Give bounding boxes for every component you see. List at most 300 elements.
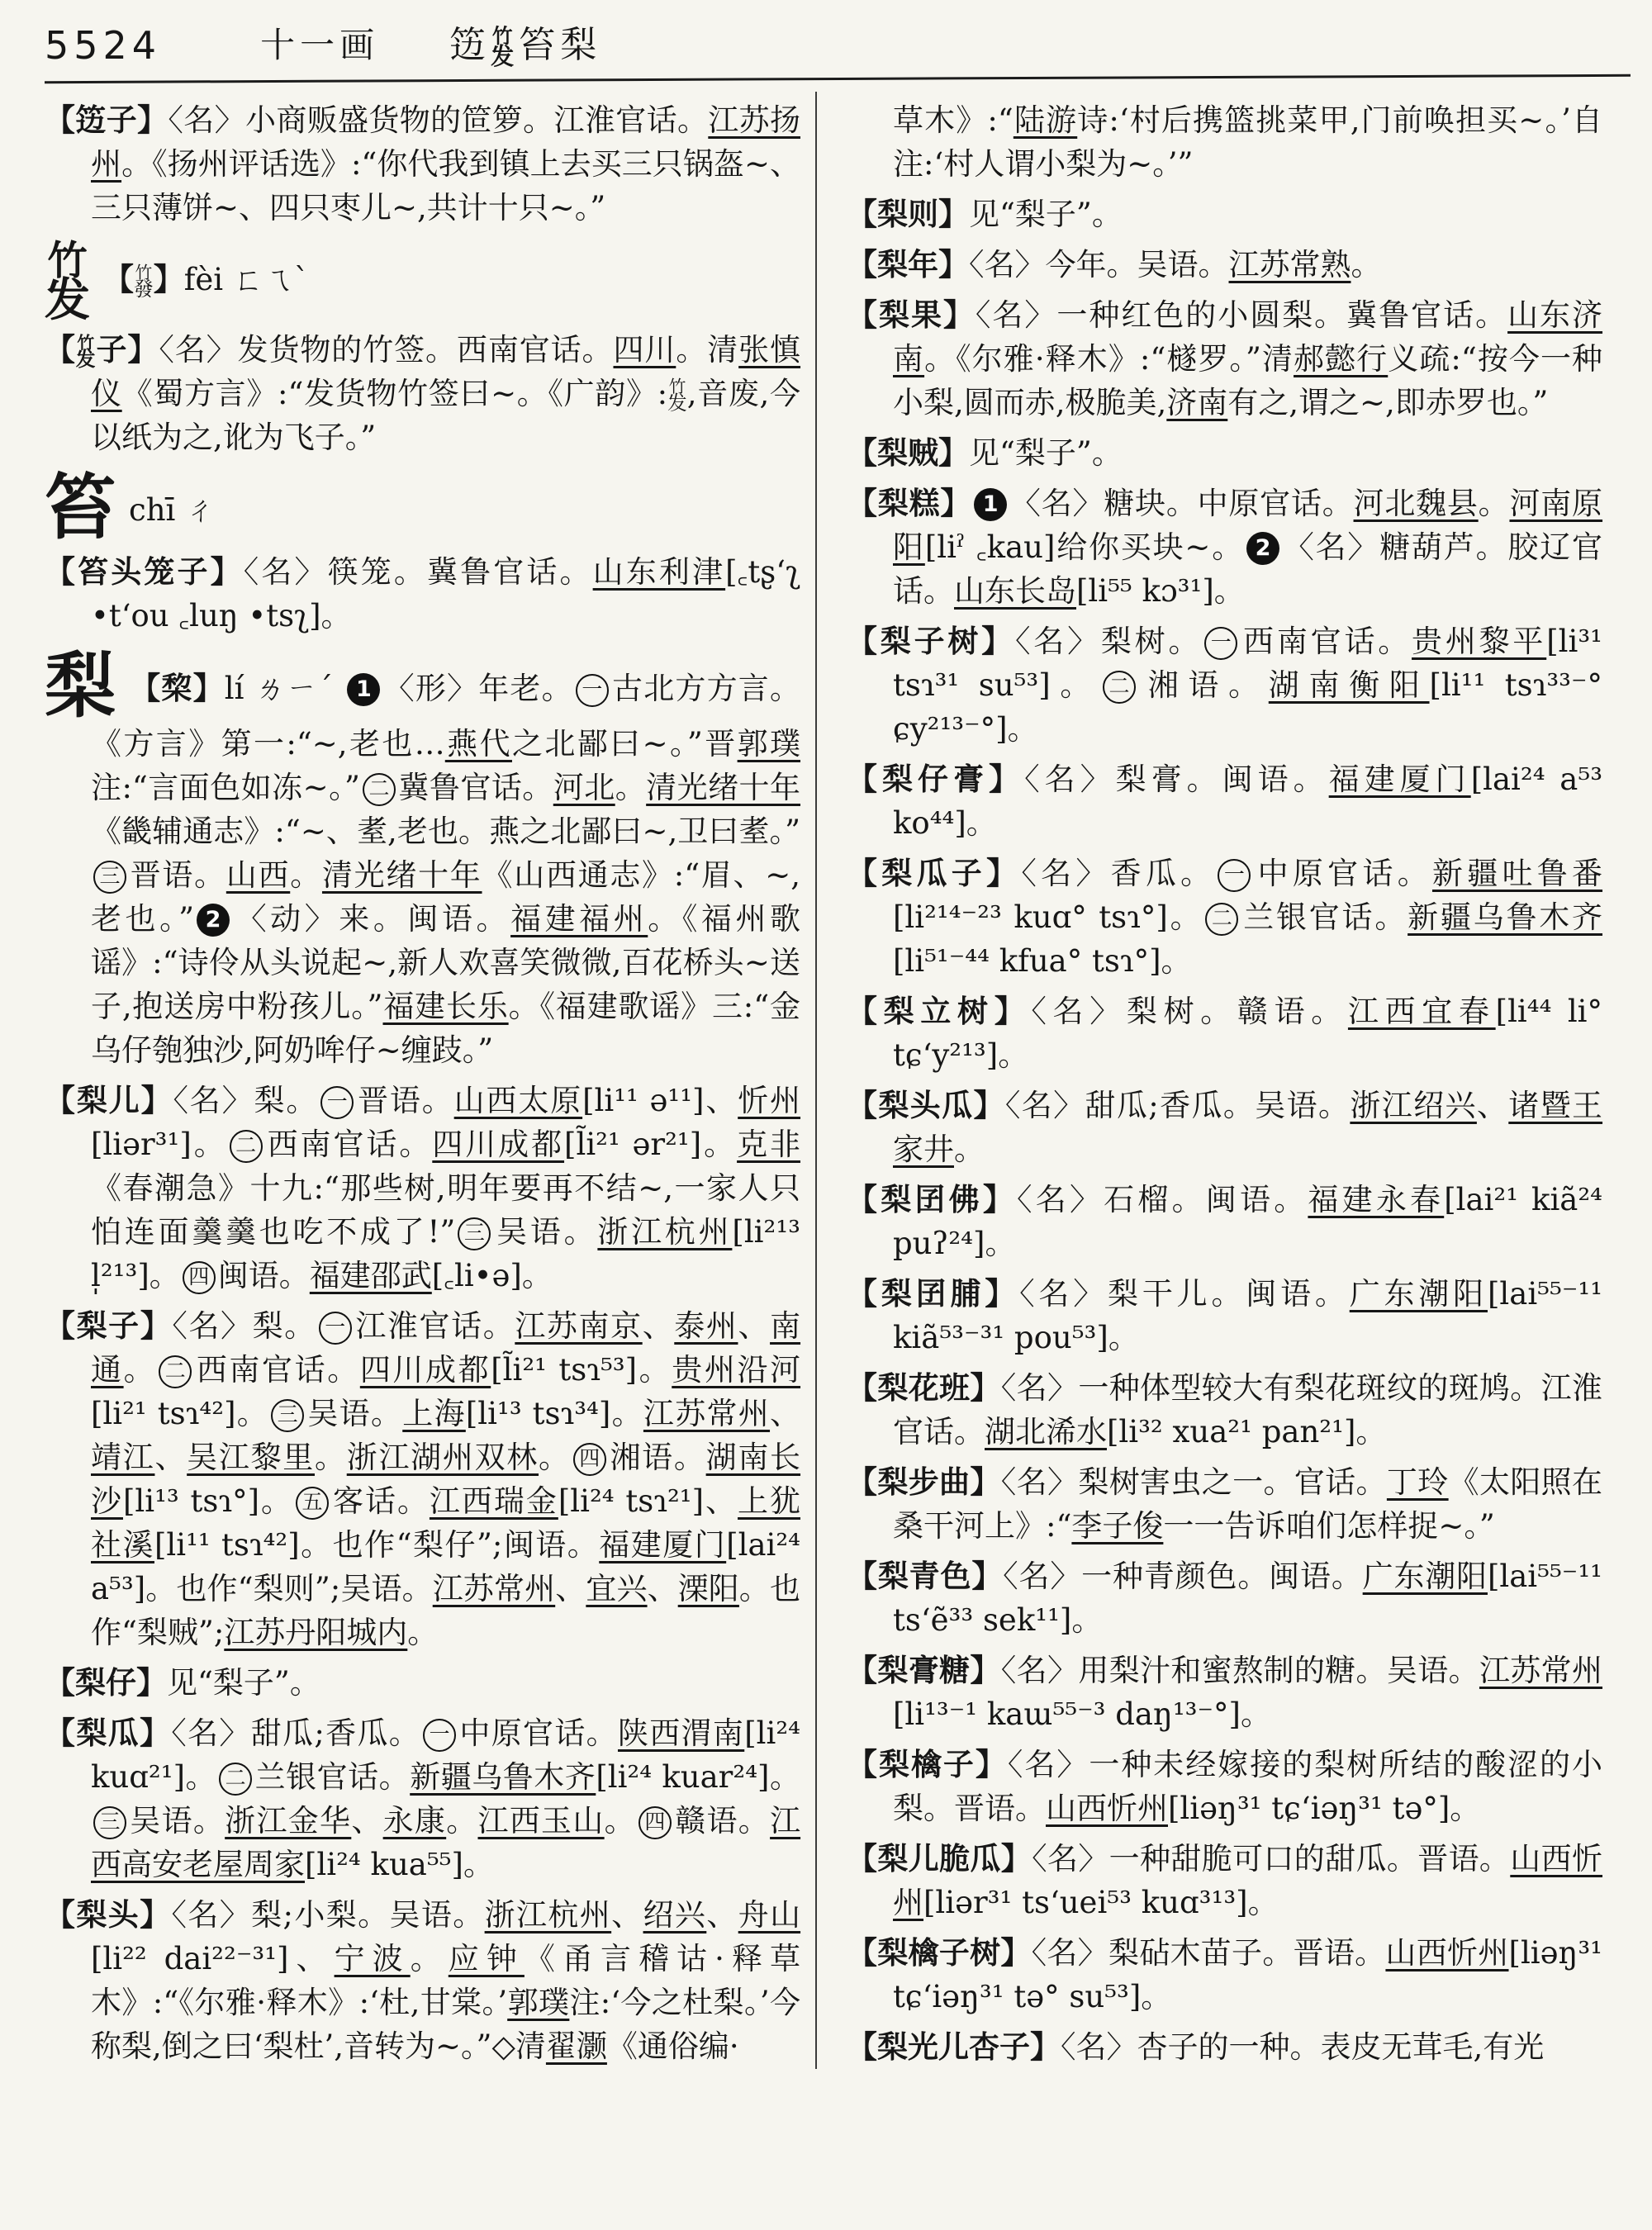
underlined-proper-noun: 河北魏县 — [1353, 486, 1479, 521]
entry-text: 《太阳照在桑干河上》:“ — [893, 1464, 1603, 1544]
entry-text: 〈动〉来。闽语。 — [232, 900, 511, 937]
dict-entry — [847, 619, 1602, 751]
entry-text: fèi ㄈㄟˋ — [183, 261, 310, 297]
entry-text: 、 — [647, 1570, 678, 1606]
underlined-proper-noun: 江西宜春 — [1347, 994, 1496, 1029]
underlined-proper-noun: 江苏扬州 — [91, 102, 801, 182]
dict-entry — [847, 1931, 1602, 2019]
entry-text: chī ㄔ — [129, 491, 216, 528]
entry-text: [li²¹⁴⁻²³ kuɑ° tsɿ°]。 — [893, 899, 1203, 935]
sub-sense-number-badge: 二 — [159, 1355, 192, 1388]
big-headword-character: 笞 — [45, 465, 116, 549]
dict-entry — [847, 1649, 1602, 1736]
underlined-proper-noun: 张慎仪 — [91, 331, 801, 411]
entry-headword: 【梨仔】 — [45, 1663, 167, 1701]
text-columns — [45, 92, 1631, 2069]
sub-sense-number-badge: 二 — [230, 1130, 263, 1163]
stacked-rare-character: 竹 发 — [75, 333, 96, 372]
header-char: 梨 — [560, 24, 597, 66]
underlined-proper-noun: 山东利津 — [592, 553, 726, 590]
underlined-proper-noun: 山西忻州 — [1385, 1935, 1509, 1971]
stacked-rare-character: 竹 发 — [667, 377, 687, 415]
underlined-proper-noun: 清光绪十年 — [321, 856, 482, 893]
page-number: 5524 — [45, 23, 162, 68]
entry-text: 〈名〉一种甜脆可口的甜瓜。晋语。 — [1032, 1841, 1511, 1877]
entry-text: 〈名〉梨树。赣语。 — [1031, 994, 1348, 1029]
entry-text: 见“梨子”。 — [969, 435, 1123, 471]
entry-text: [l̃i²¹ tsɿ⁵³]。 — [491, 1351, 672, 1388]
sub-sense-number-badge: 四 — [638, 1806, 672, 1839]
underlined-proper-noun: 忻州 — [738, 1082, 801, 1118]
underlined-proper-noun: 四川成都 — [359, 1351, 491, 1388]
underlined-proper-noun: 江西瑞金 — [429, 1483, 558, 1519]
entry-text: 、 — [611, 1896, 643, 1933]
underlined-proper-noun: 翟灏 — [545, 2028, 607, 2064]
underlined-proper-noun: 山东长岛 — [954, 573, 1076, 609]
entry-text: [lai⁵⁵⁻¹¹ kiã⁵³⁻³¹ pou⁵³]。 — [893, 1276, 1603, 1355]
entry-headword: 【梨囝脯】 — [847, 1275, 1020, 1312]
underlined-proper-noun: 浙江金华 — [225, 1802, 352, 1839]
entry-headword: 【梨花班】 — [847, 1369, 1001, 1406]
entry-text: 。 — [446, 1802, 478, 1839]
sub-sense-number-badge: 一 — [319, 1312, 352, 1345]
entry-text: 古北方方言。《方言》第一:“~,老也… — [91, 670, 800, 762]
underlined-proper-noun: 福建厦门 — [1328, 762, 1471, 797]
entry-headword: 【笞头笼子】 — [45, 553, 244, 590]
entry-text: 〈名〉香瓜。 — [1021, 856, 1216, 891]
underlined-proper-noun: 溧阳 — [677, 1570, 739, 1606]
entry-headword: 【梨儿】 — [45, 1081, 173, 1118]
entry-headword: 【梨青色】 — [847, 1558, 1004, 1594]
entry-text: [li³² xua²¹ pan²¹]。 — [1107, 1414, 1387, 1450]
dict-entry — [847, 1178, 1602, 1265]
entry-headword: 【梨光儿杏子】 — [847, 2028, 1061, 2065]
entry-text: 。 — [539, 1439, 571, 1475]
sub-sense-number-badge: 三 — [458, 1217, 491, 1250]
entry-text: [lai²⁴ a⁵³ ko⁴⁴]。 — [893, 762, 1603, 841]
underlined-proper-noun: 新疆吐鲁番 — [1431, 856, 1603, 891]
entry-headword: 【梨子树】 — [847, 623, 1015, 659]
entry-text: 〈名〉甜瓜;香瓜。 — [171, 1715, 421, 1751]
dict-entry — [847, 1084, 1602, 1171]
underlined-proper-noun: 丁玲 — [1386, 1464, 1449, 1500]
entry-text: 。 — [604, 1802, 636, 1839]
entry-headword: 【梨立树】 — [847, 993, 1032, 1029]
entry-headword: 【梨步曲】 — [847, 1464, 1001, 1500]
sub-sense-number-badge: 二 — [363, 773, 396, 806]
entry-text: 〈形〉年老。 — [382, 670, 573, 706]
dict-entry — [45, 98, 800, 230]
entry-text: 〈名〉糖块。中原官话。 — [1009, 486, 1354, 521]
entry-headword: 【笾子】 — [45, 102, 169, 138]
underlined-proper-noun: 福建长乐 — [382, 988, 509, 1024]
underlined-proper-noun: 河南原阳 — [893, 486, 1603, 565]
dict-entry — [847, 2025, 1602, 2069]
underlined-proper-noun: 湖南衡阳 — [1268, 667, 1430, 703]
entry-text: 〈名〉一种红色的小圆梨。冀鲁官话。 — [975, 297, 1508, 333]
entry-text: 〈名〉发货物的竹签。西南官话。 — [159, 331, 614, 368]
dict-entry — [847, 1743, 1602, 1830]
underlined-proper-noun: 李子俊 — [1071, 1508, 1164, 1544]
entry-headword: 【梨头瓜】 — [847, 1087, 1005, 1123]
entry-text: 《春潮急》十九:“那些树,明年要再不结~,一家人只怕连面羹羹也吃不成了!” — [91, 1170, 800, 1250]
entry-text: 《蜀方言》:“发货物竹签曰~。《广韵》: — [121, 375, 668, 411]
entry-text: 〈名〉一种青颜色。闽语。 — [1003, 1559, 1363, 1594]
underlined-proper-noun: 福建厦门 — [599, 1526, 727, 1563]
entry-text: 注:‘今之杜梨。’今称梨,倒之曰‘梨杜’,音转为~。”◇清 — [91, 1984, 800, 2064]
sub-sense-number-badge: 一 — [320, 1086, 354, 1119]
entry-text: 〈名〉梨树害虫之一。官话。 — [1000, 1464, 1387, 1500]
dict-entry — [847, 482, 1602, 613]
header-char: 笞 — [519, 24, 556, 66]
entry-text: 〈名〉今年。吴语。 — [969, 247, 1229, 282]
entry-text: [lai²¹ kiã²⁴ puʔ²⁴]。 — [893, 1182, 1603, 1261]
underlined-proper-noun: 福建福州 — [510, 900, 648, 937]
sub-sense-number-badge: 三 — [271, 1399, 304, 1432]
header-char: 笾 — [449, 24, 487, 66]
underlined-proper-noun: 济南 — [1166, 385, 1228, 420]
underlined-proper-noun: 广东潮阳 — [1349, 1276, 1488, 1312]
entry-text: [liəŋ³¹ tɕʻiəŋ³¹ tə°]。 — [1168, 1791, 1481, 1826]
entry-text: 。 — [410, 1940, 449, 1976]
entry-headword: 【梨仔膏】 — [847, 761, 1025, 797]
sub-sense-number-badge: 三 — [93, 1806, 126, 1839]
underlined-proper-noun: 郭璞 — [737, 725, 801, 762]
entry-text: 《畿辅通志》:“~、耊,老也。燕之北鄙曰~,卫曰耊。” — [91, 813, 800, 849]
dict-entry — [847, 1837, 1602, 1924]
sub-sense-number-badge: 一 — [1204, 627, 1237, 660]
underlined-proper-noun: 永康 — [382, 1802, 447, 1839]
entry-text: 注:“言面色如冻~。” — [91, 769, 360, 805]
underlined-proper-noun: 浙江湖州双林 — [346, 1439, 539, 1475]
entry-text: [li¹¹ tsɿ⁴²]。也作“梨仔”;闽语。 — [154, 1526, 600, 1563]
entry-text: [liəŋ³¹ tɕʻiəŋ³¹ tə° su⁵³]。 — [893, 1935, 1603, 2014]
entry-text: 西南官话。 — [264, 1126, 433, 1162]
entry-headword: 【梨儿脆瓜】 — [847, 1840, 1032, 1877]
underlined-proper-noun: 南通 — [91, 1307, 801, 1388]
underlined-proper-noun: 浙江绍兴 — [1350, 1088, 1477, 1123]
entry-text: [li¹¹ ə¹¹]、 — [582, 1082, 738, 1118]
underlined-proper-noun: 湖北浠水 — [985, 1414, 1107, 1450]
entry-text: 中原官话。 — [1253, 856, 1432, 891]
underlined-proper-noun: 江苏常州 — [432, 1570, 556, 1606]
entry-text: 一一告诉咱们怎样捉~。” — [1163, 1508, 1495, 1544]
entry-headword: 【梨檎子树】 — [847, 1934, 1032, 1971]
entry-text: 《甬言稽诂·释草木》:“《尔雅·释木》:‘杜,甘棠。’ — [91, 1940, 801, 2020]
underlined-proper-noun: 新疆乌鲁木齐 — [410, 1758, 596, 1795]
entry-text: [li²⁴ tsɿ²¹]、 — [558, 1483, 738, 1519]
underlined-proper-noun: 舟山 — [738, 1896, 801, 1933]
entry-text: [li¹³⁻¹ kaɯ⁵⁵⁻³ daŋ¹³⁻°]。 — [893, 1696, 1271, 1732]
dict-entry — [847, 989, 1602, 1077]
entry-headword: 【梨瓜】 — [45, 1714, 172, 1751]
entry-text: 见“梨子”。 — [167, 1664, 320, 1701]
entry-text: [li⁵¹⁻⁴⁴ kfua° tsɿ°]。 — [893, 943, 1192, 979]
entry-text: 江淮官话。 — [354, 1307, 515, 1344]
entry-headword: 【梨果】 — [847, 297, 976, 333]
entry-headword: 【梨膏糖】 — [847, 1652, 1001, 1688]
entry-text: [lai²⁴ a⁵³]。也作“梨则”;吴语。 — [91, 1526, 801, 1606]
sub-sense-number-badge: 三 — [93, 861, 126, 894]
entry-text: 。 — [407, 1614, 439, 1650]
entry-text: [li¹³ tsɿ³⁴]。 — [465, 1395, 643, 1431]
dict-entry — [847, 852, 1602, 983]
entry-headword: 子】 — [95, 330, 159, 368]
entry-text: ,音废,今以纸为之,讹为飞子。” — [91, 375, 800, 455]
entry-headword: 【梨檎子】 — [847, 1746, 1008, 1782]
entry-text: 赣语。 — [673, 1802, 771, 1839]
big-headword-character: 梨 — [45, 643, 116, 728]
entry-headword: 【梨则】 — [847, 196, 969, 232]
entry-text: 。 — [1351, 247, 1382, 282]
entry-headword: 【梨子】 — [45, 1307, 173, 1344]
underlined-proper-noun: 山西太原 — [453, 1082, 583, 1118]
entry-text: [liər³¹ tsʻuei⁵³ kuɑ³¹³]。 — [923, 1885, 1279, 1920]
underlined-proper-noun: 山东济南 — [893, 297, 1603, 377]
header-headword-chars — [449, 15, 597, 71]
entry-text: [li²¹³ l̩²¹³]。 — [91, 1213, 801, 1293]
entry-text: 〈名〉梨砧木苗子。晋语。 — [1031, 1935, 1386, 1971]
underlined-proper-noun: 四川 — [613, 331, 676, 368]
entry-text: 。《扬州评话选》:“你代我到镇上去买三只锅盔~、三只薄饼~、四只枣儿~,共计十只~。” — [91, 146, 801, 225]
entry-text: 草木》:“ — [893, 102, 1014, 138]
underlined-proper-noun: 泰州 — [674, 1307, 738, 1344]
sense-number-badge: 1 — [974, 488, 1007, 521]
entry-text: 、 — [1476, 1088, 1509, 1123]
underlined-proper-noun: 河北 — [553, 769, 615, 805]
sub-sense-number-badge: 二 — [1103, 671, 1136, 704]
underlined-proper-noun: 陕西渭南 — [617, 1715, 745, 1751]
entry-text: [liˀ ꜀kau]给你买块~。 — [924, 529, 1245, 565]
entry-text: 吴语。 — [306, 1395, 403, 1431]
entry-text: 。也作“梨贼”; — [91, 1570, 801, 1650]
entry-text: 〈名〉梨膏。闽语。 — [1024, 762, 1329, 797]
dict-entry — [847, 1272, 1602, 1359]
underlined-proper-noun: 上犹社溪 — [91, 1483, 801, 1563]
underlined-proper-noun: 郝懿行 — [1294, 341, 1389, 377]
entry-text: 〈名〉一种体型较大有梨花斑纹的斑鸠。江淮官话。 — [893, 1370, 1603, 1450]
entry-text: 冀鲁官话。 — [397, 769, 553, 805]
entry-text: 〈名〉糖葫芦。胶辽官话。 — [893, 529, 1603, 609]
dict-entry — [45, 1304, 800, 1654]
underlined-proper-noun: 新疆乌鲁木齐 — [1408, 899, 1603, 935]
underlined-proper-noun: 贵州沿河 — [672, 1351, 801, 1388]
underlined-proper-noun: 山西 — [225, 856, 291, 893]
sub-sense-number-badge: 四 — [573, 1443, 606, 1476]
entry-text: 晋语。 — [356, 1082, 454, 1118]
entry-headword: 【梨瓜子】 — [847, 855, 1022, 891]
header-char: 竹 发 — [491, 24, 515, 71]
entry-text: 〈名〉梨干儿。闽语。 — [1019, 1276, 1350, 1312]
entry-headword: 【棃】 — [129, 669, 225, 706]
underlined-proper-noun: 浙江杭州 — [484, 1896, 612, 1933]
underlined-proper-noun: 广东潮阳 — [1362, 1559, 1488, 1594]
entry-text: 、 — [706, 1896, 738, 1933]
entry-text: 、 — [555, 1570, 586, 1606]
entry-text: 〈名〉石榴。闽语。 — [1017, 1182, 1308, 1217]
dict-entry — [847, 431, 1602, 475]
character-section-head — [45, 643, 801, 1072]
entry-text: 、 — [770, 1395, 801, 1431]
underlined-proper-noun: 宜兴 — [586, 1570, 648, 1606]
entry-headword: 【梨囝佛】 — [847, 1181, 1018, 1217]
entry-text: 〈名〉用梨汁和蜜熬制的糖。吴语。 — [1000, 1653, 1479, 1688]
entry-text: 。《福州歌谣》:“诗伶从头说起~,新人欢喜笑微微,百花桥头~送子,抱送房中粉孩儿。” — [91, 900, 801, 1024]
underlined-proper-noun: 宁波 — [334, 1940, 411, 1976]
underlined-proper-noun: 江苏常州 — [1479, 1653, 1603, 1688]
sub-sense-number-badge: 一 — [576, 674, 609, 707]
entry-text: 西南官话。 — [1240, 624, 1412, 659]
underlined-proper-noun: 福建永春 — [1308, 1182, 1445, 1217]
entry-text: 〈名〉小商贩盛货物的笸箩。江淮官话。 — [168, 102, 709, 138]
left-column — [45, 92, 800, 2068]
entry-text: lí ㄌㄧˊ — [224, 670, 345, 706]
entry-text: [li³¹ tsɿ³¹ su⁵³]。 — [893, 624, 1603, 703]
entry-text: 湘语。 — [608, 1439, 706, 1475]
entry-text: 吴语。 — [493, 1213, 598, 1250]
dict-entry — [45, 1711, 800, 1886]
dict-entry — [45, 328, 800, 459]
sub-sense-number-badge: 一 — [1218, 859, 1251, 892]
underlined-proper-noun: 绍兴 — [643, 1896, 707, 1933]
dict-entry — [45, 1893, 800, 2068]
entry-text: [li²² dai²²⁻³¹]、 — [91, 1940, 335, 1976]
entry-text: 兰银官话。 — [254, 1758, 411, 1795]
entry-text: 〈名〉梨;小梨。吴语。 — [171, 1896, 485, 1933]
entry-text: 吴语。 — [129, 1802, 225, 1839]
sub-sense-number-badge: 二 — [219, 1763, 252, 1796]
entry-text: [li²⁴ kua⁵⁵]。 — [305, 1846, 494, 1882]
entry-text: 〈名〉甜瓜;香瓜。吴语。 — [1004, 1088, 1351, 1123]
sub-sense-number-badge: 二 — [1205, 903, 1238, 936]
underlined-proper-noun: 清光绪十年 — [646, 769, 801, 805]
entry-text: 。 — [1478, 486, 1510, 521]
entry-text: [li²⁴ kuar²⁴]。 — [596, 1758, 800, 1795]
entry-text: 。《尔雅·释木》:“檖罗。”清 — [924, 341, 1294, 377]
entry-text: 之北鄙曰~。”晋 — [511, 725, 738, 762]
entry-headword: 】 — [153, 260, 184, 297]
entry-text: 〈名〉梨。 — [172, 1307, 316, 1344]
underlined-proper-noun: 四川成都 — [432, 1126, 565, 1162]
entry-headword: 【梨年】 — [847, 246, 969, 282]
entry-headword: 【梨头】 — [45, 1896, 172, 1933]
entry-text: 晋语。 — [129, 856, 226, 893]
underlined-proper-noun: 陆游 — [1013, 102, 1078, 138]
entry-text: [li²⁴ kuɑ²¹]。 — [91, 1715, 801, 1795]
entry-text: 中原官话。 — [458, 1715, 618, 1751]
sense-number-badge: 2 — [1246, 532, 1279, 565]
entry-headword: 【梨糕】 — [847, 485, 972, 521]
entry-text: 〈名〉筷笼。冀鲁官话。 — [243, 553, 593, 590]
underlined-proper-noun: 克非 — [737, 1126, 801, 1162]
entry-text: 见“梨子”。 — [969, 197, 1123, 232]
dict-entry — [847, 1554, 1602, 1642]
entry-text: 、 — [642, 1307, 675, 1344]
entry-text: 西南官话。 — [194, 1351, 360, 1388]
entry-text: [l̃i²¹ ər²¹]。 — [564, 1126, 738, 1162]
sense-number-badge: 1 — [347, 673, 380, 706]
entry-text: 。 — [954, 1132, 985, 1167]
underlined-proper-noun: 江西玉山 — [477, 1802, 605, 1839]
underlined-proper-noun: 贵州黎平 — [1412, 624, 1547, 659]
entry-text: 〈名〉一种未经嫁接的梨树所结的酸涩的小梨。晋语。 — [893, 1747, 1603, 1826]
entry-text: [li⁵⁵ kɔ³¹]。 — [1076, 573, 1245, 609]
entry-text: 、 — [351, 1802, 383, 1839]
sub-sense-number-badge: 五 — [296, 1487, 329, 1520]
entry-text: [li¹³ tsɿ°]。 — [122, 1483, 293, 1519]
underlined-proper-noun: 靖江 — [91, 1439, 155, 1475]
entry-text: 《山西通志》:“眉、~,老也。” — [91, 856, 801, 937]
entry-text: 〈名〉梨。 — [173, 1082, 319, 1118]
entry-text: 。 — [315, 1439, 347, 1475]
entry-text: [liər³¹]。 — [91, 1126, 227, 1162]
dict-entry — [45, 550, 800, 638]
entry-text: [꜀li•ə]。 — [431, 1257, 553, 1293]
underlined-proper-noun: 上海 — [402, 1395, 466, 1431]
underlined-proper-noun: 山西忻州 — [1046, 1791, 1168, 1826]
underlined-proper-noun: 浙江杭州 — [597, 1213, 733, 1250]
entry-text: 。 — [123, 1351, 157, 1388]
underlined-proper-noun: 江苏丹阳城内 — [224, 1614, 408, 1650]
header-rule — [45, 74, 1631, 83]
entry-text: 〈名〉杏子的一种。表皮无茸毛,有光 — [1061, 2029, 1545, 2065]
entry-text: 有之,谓之~,即赤罗也。” — [1227, 385, 1549, 420]
stroke-count-header: 十一画 — [260, 25, 380, 65]
big-headword-character: 竹 发 — [45, 238, 91, 327]
entry-text: [lai⁵⁵⁻¹¹ tsʻẽ³³ sek¹¹]。 — [893, 1559, 1603, 1638]
entry-text: 。 — [290, 856, 322, 893]
entry-text: 。《福建歌谣》三:“金乌仔匏独沙,阿奶哞仔~缠跂。” — [91, 988, 800, 1068]
entry-text: 、 — [154, 1439, 188, 1475]
character-section-head — [45, 465, 800, 549]
entry-text: 兰银官话。 — [1241, 899, 1408, 935]
character-section-head — [45, 238, 800, 327]
entry-headword: 【梨贼】 — [847, 434, 969, 471]
dict-entry — [847, 1460, 1602, 1548]
sense-number-badge: 2 — [197, 904, 230, 937]
entry-continuation — [847, 98, 1602, 186]
sub-sense-number-badge: 四 — [183, 1261, 216, 1294]
entry-text: 〈名〉梨树。 — [1014, 624, 1203, 659]
underlined-proper-noun: 江西高安老屋周家 — [91, 1802, 801, 1882]
entry-text: 诗:‘村后携篮挑菜甲,门前唤担买~。’自注:‘村人谓小梨为~。’” — [893, 102, 1602, 182]
underlined-proper-noun: 吴江黎里 — [187, 1439, 316, 1475]
entry-text: 客话。 — [331, 1483, 430, 1519]
underlined-proper-noun: 福建邵武 — [309, 1257, 432, 1293]
entry-text: [li²¹ tsɿ⁴²]。 — [91, 1395, 269, 1431]
underlined-proper-noun: 应钟 — [448, 1940, 525, 1976]
entry-text: 。清 — [676, 331, 739, 368]
entry-headword: 【 — [103, 260, 135, 297]
dict-entry — [847, 192, 1602, 236]
underlined-proper-noun: 诸暨王家井 — [893, 1088, 1603, 1167]
dict-entry — [45, 1079, 800, 1298]
dict-entry — [847, 293, 1602, 425]
entry-text: 义疏:“按今一种小梨,圆而赤,极脆美, — [893, 341, 1603, 420]
dict-entry — [847, 757, 1602, 845]
underlined-proper-noun: 湖南长沙 — [91, 1439, 801, 1519]
underlined-proper-noun: 江苏常熟 — [1228, 247, 1351, 282]
dict-entry — [847, 243, 1602, 287]
entry-headword: 【 — [45, 330, 76, 368]
underlined-proper-noun: 江苏常州 — [643, 1395, 771, 1431]
entry-text: 。 — [615, 769, 647, 805]
entry-text: 《通俗编· — [606, 2028, 739, 2064]
dict-entry — [45, 1661, 800, 1705]
entry-text: 湘语。 — [1138, 667, 1269, 703]
entry-text: [li¹¹ tsɿ³³⁻° ɕy²¹³⁻°]。 — [893, 667, 1603, 747]
page-header — [45, 17, 1631, 71]
